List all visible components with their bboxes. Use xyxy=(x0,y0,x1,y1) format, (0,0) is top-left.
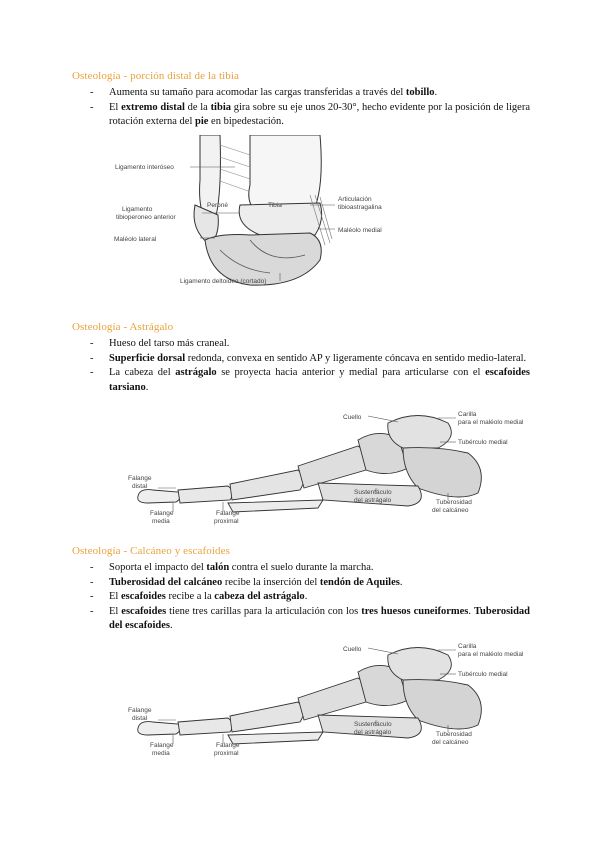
label-articulacion-2: tibioastragalina xyxy=(338,204,382,211)
label-falange-proximal-1: Falange xyxy=(216,510,240,517)
label-carilla-1: Carilla xyxy=(458,411,477,418)
label-articulacion-1: Articulación xyxy=(338,196,372,203)
label-falange-proximal-2: proximal xyxy=(214,518,239,525)
section-heading-calcaneo: Osteología - Calcáneo y escafoides xyxy=(72,545,230,557)
foot-medial-figure-2 xyxy=(118,640,538,760)
bold-term: tres huesos cuneiformes xyxy=(361,605,469,617)
bold-term: Tuberosidad del escafoides xyxy=(109,605,531,631)
bullet-item: - Superficie dorsal redonda, convexa en sentido AP y ligeramente cóncava en sentido medio-lateral. xyxy=(90,352,530,367)
bullet-list-astragalo xyxy=(90,337,530,395)
label-cuello: Cuello xyxy=(343,646,362,653)
bullet-item: - Aumenta su tamaño para acomodar las cargas transferidas a través del tobillo. xyxy=(90,86,530,101)
label-falange-media-2: media xyxy=(152,518,170,525)
label-sustentaculo-1: Sustentáculo xyxy=(354,489,392,496)
label-falange-media-2: media xyxy=(152,750,170,757)
bullet-list-tibia xyxy=(90,86,530,130)
label-cuello: Cuello xyxy=(343,414,362,421)
section-heading-tibia: Osteología - porción distal de la tibia xyxy=(72,70,240,82)
label-falange-media-1: Falange xyxy=(150,742,174,749)
bold-term: Tuberosidad del calcáneo xyxy=(109,576,223,588)
label-tuberosidad-2: del calcáneo xyxy=(432,507,469,514)
label-tuberosidad-1: Tuberosidad xyxy=(436,499,472,506)
label-carilla-2: para el maléolo medial xyxy=(458,651,524,658)
label-ligamento-deltoideo: Ligamento deltoideo (cortado) xyxy=(180,278,267,285)
label-falange-proximal-1: Falange xyxy=(216,742,240,749)
label-tibia: Tibia xyxy=(268,202,282,209)
label-perone: Peroné xyxy=(207,202,228,209)
bullet-list-calcaneo xyxy=(90,561,530,634)
label-falange-media-1: Falange xyxy=(150,510,174,517)
bold-term: Superficie dorsal xyxy=(109,352,186,364)
bold-term: tendón de Aquiles xyxy=(319,576,400,588)
bold-term: pie xyxy=(195,116,209,127)
bold-term: cabeza del astrágalo xyxy=(214,591,305,602)
label-falange-proximal-2: proximal xyxy=(214,750,239,757)
section-heading-astragalo: Osteología - Astrágalo xyxy=(72,321,174,333)
label-ligamento-interoseo: Ligamento interóseo xyxy=(115,164,174,171)
label-sustentaculo-2: del astrágalo xyxy=(354,729,392,736)
label-tuberosidad-1: Tuberosidad xyxy=(436,731,472,738)
label-maleolo-lateral: Maléolo lateral xyxy=(114,236,157,243)
bullet-item: - El escafoides recibe a la cabeza del astrágalo. xyxy=(90,590,530,605)
ankle-joint-figure xyxy=(110,135,440,300)
bullet-item: - Hueso del tarso más craneal. xyxy=(90,337,530,352)
bullet-item: - Soporta el impacto del talón contra el suelo durante la marcha. xyxy=(90,561,530,576)
label-sustentaculo-2: del astrágalo xyxy=(354,497,392,504)
label-falange-distal-2: distal xyxy=(132,483,148,490)
label-maleolo-medial: Maléolo medial xyxy=(338,227,382,234)
label-tuberculo-medial: Tubérculo medial xyxy=(458,439,508,446)
bold-term: tobillo xyxy=(405,87,435,98)
label-tuberosidad-2: del calcáneo xyxy=(432,739,469,746)
bullet-item: - Tuberosidad del calcáneo recibe la inserción del tendón de Aquiles. xyxy=(90,576,530,591)
bold-term: escafoides tarsiano xyxy=(109,367,530,393)
label-falange-distal-1: Falange xyxy=(128,707,152,714)
bold-term: astrágalo xyxy=(175,367,217,378)
label-ligamento-tibioperoneo-2: tibioperoneo anterior xyxy=(116,214,176,221)
bold-term: escafoides xyxy=(121,605,167,617)
label-falange-distal-1: Falange xyxy=(128,475,152,482)
bullet-item: - La cabeza del astrágalo se proyecta hacia anterior y medial para articularse con el escafoides tarsiano. xyxy=(90,366,530,395)
ankle-illustration xyxy=(110,135,440,300)
label-tuberculo-medial: Tubérculo medial xyxy=(458,671,508,678)
bullet-item: - El escafoides tiene tres carillas para la articulación con los tres huesos cuneiformes. Tuberosidad del escafoides. xyxy=(90,605,530,634)
label-falange-distal-2: distal xyxy=(132,715,148,722)
label-carilla-1: Carilla xyxy=(458,643,477,650)
foot-illustration xyxy=(118,408,538,528)
bold-term: escafoides xyxy=(120,591,166,602)
foot-medial-figure-1 xyxy=(118,408,538,528)
bold-term: talón xyxy=(206,562,230,573)
label-sustentaculo-1: Sustentáculo xyxy=(354,721,392,728)
bold-term: tibia xyxy=(210,101,231,113)
label-carilla-2: para el maléolo medial xyxy=(458,419,524,426)
bullet-item: - El extremo distal de la tibia gira sobre su eje unos 20-30°, hecho evidente por la posición de ligera rotación externa del pie en bipedestación. xyxy=(90,101,530,130)
bold-term: extremo distal xyxy=(121,101,185,113)
label-ligamento-tibioperoneo-1: Ligamento xyxy=(122,206,153,213)
foot-illustration xyxy=(118,640,538,760)
